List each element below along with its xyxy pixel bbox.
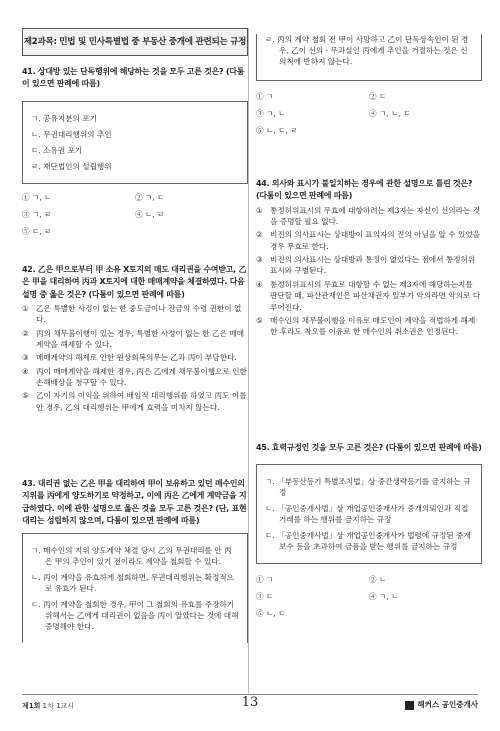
answer-option[interactable] (22, 328, 248, 351)
question-45 (256, 442, 482, 619)
question-41-options (22, 192, 248, 237)
option-number: ② (256, 230, 263, 240)
question-45-box (256, 464, 482, 564)
answer-option[interactable]: ② ㄷ (369, 92, 387, 101)
box-item: ㄱ. 매수인의 지위 양도계약 체결 당시 乙의 무권대리를 안 丙은 甲의 추인이 있기 전이라도 계약을 철회할 수 있다. (31, 546, 232, 566)
answer-option[interactable]: ③ ㄷ (256, 592, 274, 602)
question-43-options (256, 91, 482, 136)
brand-name: 해커스 공인중개사 (417, 700, 478, 709)
answer-option[interactable]: ⑤ ㄴ, ㄷ (256, 609, 286, 619)
option-number: ① (22, 303, 29, 313)
answer-option[interactable] (256, 229, 482, 252)
question-43-continued (256, 28, 482, 136)
option-text: 乙이 자기의 이익을 위하여 배임적 대리행위를 하였고 丙도 이를 안 경우, 乙의 대리행위는 甲에게 효력을 미치지 않는다. (36, 391, 247, 412)
question-45-options (256, 574, 482, 619)
page-number: 13 (241, 695, 259, 710)
option-text: 비진의 의사표시는 상대방이 표의자의 진의 아님을 알 수 있었을 경우 무효로 한다. (270, 230, 481, 251)
option-text: 乙은 특별한 사정이 없는 한 중도금이나 잔금의 수령 권한이 없다. (36, 303, 242, 325)
option-number: ⑤ (256, 316, 263, 326)
question-42-stem: 42. 乙은 甲으로부터 甲 소유 X토지의 매도 대리권을 수여받고, 乙은 甲을 대리하여 丙과 X토지에 대한 매매계약을 체결하였다. 다음 설명 중 옳은 것은? (다툼이 있으면 판례에 따름) (22, 265, 247, 299)
footer-session: 1차 1교시 (40, 702, 75, 710)
box-item: ㄴ. 丙이 계약을 유효하게 철회하면, 무권대리행위는 확정적으로 유효가 된다. (31, 573, 234, 593)
answer-option[interactable]: ② ㄴ (369, 575, 387, 585)
answer-option[interactable]: ④ ㄴ, ㄹ (135, 209, 165, 219)
answer-option[interactable] (22, 303, 248, 326)
option-text: 통정허위표시의 무효에 대항하려는 제3자는 자신이 선의라는 것을 증명할 필요 없다. (270, 205, 481, 226)
box-item: ㄱ. 「부동산등기 특별조치법」상 중간생략등기를 금지하는 규정 (265, 477, 471, 498)
question-44-stem: 44. 의사와 표시가 불일치하는 경우에 관한 설명으로 틀린 것은? (다툼이 있으면 판례에 따름) (256, 179, 473, 201)
question-44 (256, 178, 482, 340)
box-item: ㄹ. 재단법인의 설립행위 (31, 161, 112, 171)
question-42 (22, 264, 248, 415)
answer-option[interactable]: ⑤ ㄴ, ㄷ, ㄹ (256, 126, 298, 135)
question-43 (22, 478, 248, 643)
question-45-stem: 45. 효력규정인 것을 모두 고른 것은? (다툼이 있으면 판례에 따름) (256, 443, 482, 452)
option-text: 丙이 매매계약을 해제한 경우, 丙은 乙에게 채무불이행으로 인한 손해배상을 청구할 수 있다. (36, 366, 247, 388)
box-item: ㄹ. 丙의 계약 철회 전 甲이 사망하고 乙이 단독상속인이 된 경우, 乙이 선의ㆍ무과실인 丙에게 추인을 거절하는 것은 신의칙에 반하지 않는다. (265, 35, 469, 66)
option-text: 통정허위표시의 무효로 대항할 수 없는 제3자에 해당하는지를 판단할 때, 파산관재인은 파산채권자 일부가 악의라면 악의로 다루어진다. (270, 279, 481, 312)
answer-option[interactable]: ② ㄱ, ㄷ (135, 192, 165, 202)
answer-option[interactable]: ① ㄱ, ㄴ (22, 192, 52, 202)
answer-option[interactable] (256, 254, 482, 277)
answer-option[interactable] (256, 205, 482, 228)
answer-option[interactable]: ④ ㄱ, ㄴ, ㄷ (369, 109, 411, 118)
option-text: 丙의 채무불이행이 있는 경우, 특별한 사정이 없는 한 乙은 매매계약을 해제할 수 있다. (36, 328, 245, 349)
brand-mark-icon (405, 701, 414, 710)
option-text: 매수인의 채무불이행을 이유로 매도인이 계약을 적법하게 해제한 후라도 착오를 이유로 한 매수인의 취소권은 인정된다. (270, 316, 476, 337)
answer-option[interactable]: ③ ㄱ, ㄹ (22, 209, 52, 219)
section-title: 제2과목: 민법 및 민사특별법 중 부동산 중개에 관련되는 규정 (22, 28, 248, 56)
question-41-box (22, 101, 248, 184)
brand-logo (405, 700, 478, 711)
option-number: ④ (22, 366, 29, 376)
question-41 (22, 66, 248, 237)
question-43-stem: 43. 대리권 없는 乙은 甲을 대리하여 甲이 보유하고 있던 매수인의 지위를 丙에게 양도하기로 약정하고, 이에 丙은 乙에게 계약금을 지급하였다. 이에 관한 설명으로 옳은 것을 모두 고른 것은? (단, 표현대리는 성립하지 않으며, 다툼이 있으면 판례에 따름) (22, 479, 247, 525)
answer-option[interactable] (22, 390, 248, 413)
option-number: ⑤ (22, 391, 29, 401)
question-41-stem: 41. 상대방 있는 단독행위에 해당하는 것을 모두 고른 것은? (다툼이 있으면 판례에 따름) (22, 67, 245, 89)
answer-option[interactable]: ⑤ ㄷ, ㄹ (22, 226, 52, 236)
question-42-options (22, 303, 248, 414)
answer-option[interactable]: ③ ㄱ, ㄴ (256, 109, 286, 118)
box-item: ㄴ. 「공인중개사법」상 개업공인중개사가 중개의뢰인과 직접 거래를 하는 행위를 금지하는 규정 (265, 504, 469, 525)
option-text: 비진의 의사표시는 상대방과 통정이 없었다는 점에서 통정허위표시와 구별된다. (270, 255, 476, 276)
answer-option[interactable] (256, 279, 482, 313)
answer-option[interactable] (22, 366, 248, 389)
box-item: ㄱ. 공유지분의 포기 (31, 113, 97, 123)
option-number: ② (22, 328, 29, 338)
option-number: ③ (256, 255, 263, 265)
box-item: ㄷ. 丙이 계약을 철회한 경우, 甲이 그 철회의 유효를 주장하기 위해서는 乙에게 대리권이 없음을 丙이 알았다는 것에 대해 증명해야 한다. (31, 600, 239, 631)
option-text: 매매계약의 해제로 인한 원상회복의무는 乙과 丙이 부담한다. (36, 353, 237, 363)
answer-option[interactable] (22, 352, 248, 363)
option-number: ① (256, 205, 263, 215)
answer-option[interactable]: ① ㄱ (256, 92, 274, 101)
answer-option[interactable]: ④ ㄱ, ㄴ (369, 592, 399, 602)
box-item: ㄷ. 소유권 포기 (31, 145, 83, 155)
question-43-box (22, 533, 248, 643)
question-44-options (256, 205, 482, 338)
answer-option[interactable] (256, 315, 482, 338)
column-divider (248, 28, 249, 693)
footer-round: 제1회 (22, 702, 41, 710)
box-item: ㄷ. 「공인중개사법」상 개업공인중개사가 법령에 규정된 중개보수 등을 초과하여 금품을 받는 행위를 금지하는 규정 (265, 531, 471, 552)
question-43-box-continued (256, 34, 482, 81)
option-number: ③ (22, 353, 29, 363)
option-number: ④ (256, 279, 263, 289)
box-item: ㄴ. 무권대리행위의 추인 (31, 129, 112, 139)
answer-option[interactable]: ① ㄱ (256, 575, 274, 585)
